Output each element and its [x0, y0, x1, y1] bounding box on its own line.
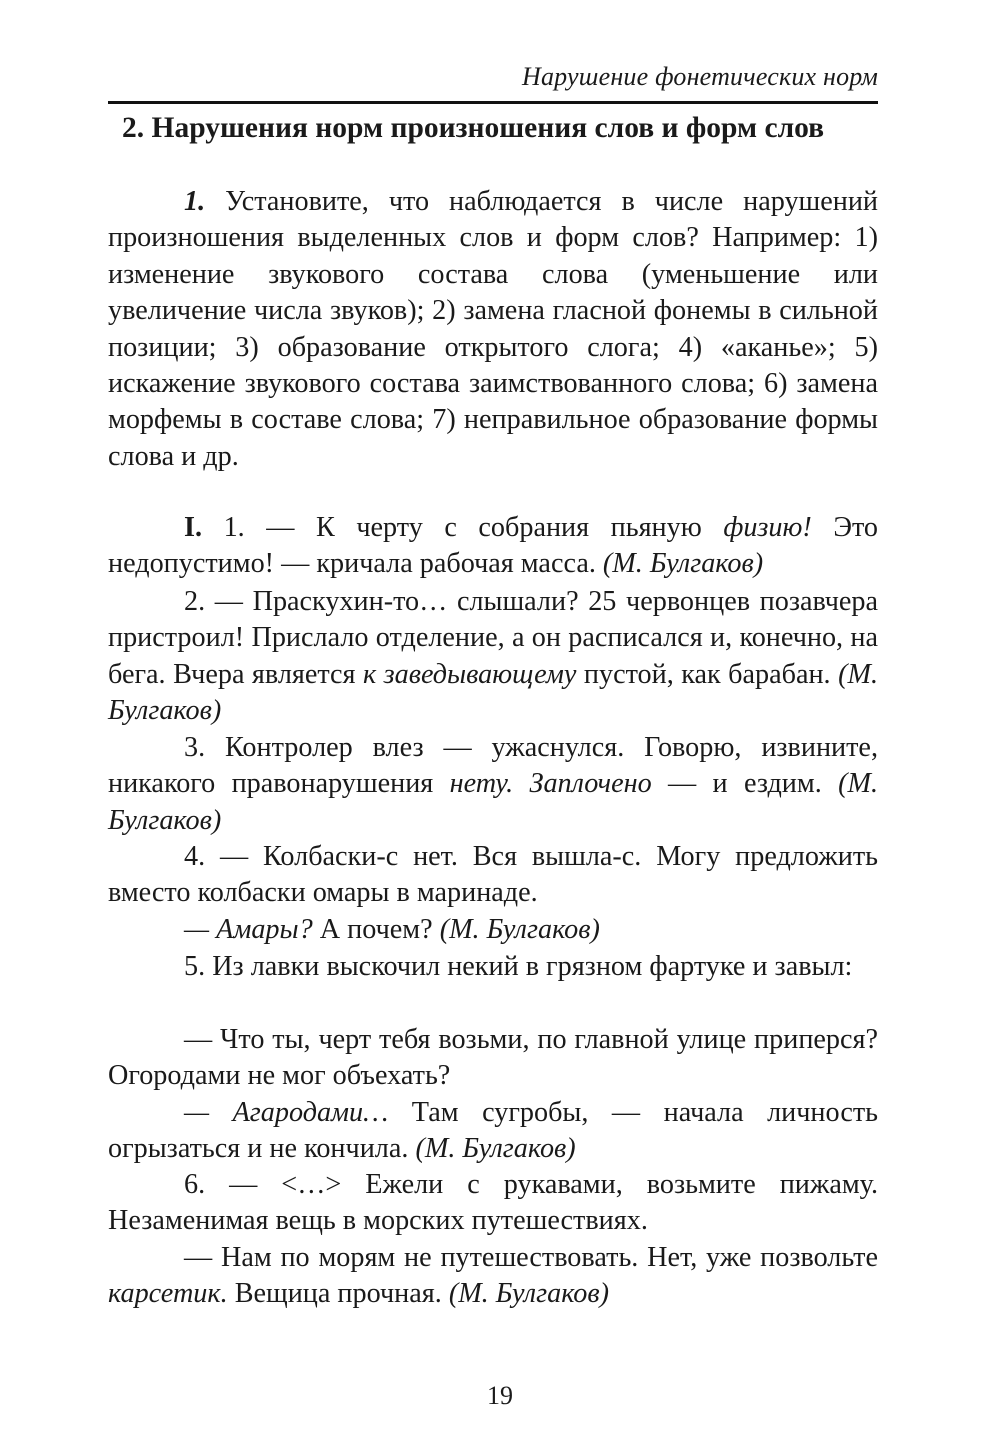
source-attribution: (М. Булгаков) — [439, 914, 600, 945]
section-heading: 2. Нарушения норм произношения слов и форм слов — [122, 112, 825, 144]
example-4 — [108, 839, 878, 912]
example-text: Вещица прочная. — [234, 1278, 442, 1310]
example-6 — [108, 1167, 878, 1240]
example-text: 6. — <…> Ежели с рукавами, возьмите пижаму. Незаменимая вещь в морских путешествиях. — [108, 1169, 878, 1237]
highlighted-word: физию! — [723, 512, 812, 543]
source-attribution: (М. Булгаков) — [602, 548, 764, 580]
example-text: 2. — Праскухин-то… слышали? 25 червонцев позавчера пристроил! Прислало отделение, а он расписался и, конечно, на бега. Вчера является — [108, 586, 878, 690]
highlighted-word: карсетик. — [108, 1278, 228, 1310]
highlighted-word: — Амары? — [184, 914, 313, 945]
header-rule — [108, 101, 878, 104]
source-attribution: (М. Булгаков) — [448, 1278, 610, 1310]
highlighted-word: — Агародами… — [184, 1097, 389, 1128]
task-paragraph — [108, 184, 878, 475]
task-text: Установите, что наблюдается в числе нарушений произношения выделенных слов и форм слов? Например: 1) изменение звукового состава слова (уменьшение или увеличение числа звуков); 2) замена гласной фонемы в сильной позиции; 3) образование открытого слога; 4) «аканье»; 5) искажение звукового состава заимствованного слова; 6) замена морфемы в составе слова; 7) неправильное образование формы слова и др. — [108, 186, 879, 472]
example-text: Там сугробы, — начала личность огрызаться и не кончила. — [108, 1097, 879, 1165]
example-text: — Нам по морям не путешествовать. Нет, уже позвольте — [184, 1242, 878, 1273]
example-6-line-2 — [108, 1240, 878, 1313]
example-1 — [108, 510, 878, 583]
example-text: Это недопустимо! — кричала рабочая масса. — [108, 512, 878, 580]
example-text: пустой, как барабан. — [583, 658, 831, 690]
example-text: 4. — Колбаски-с нет. Вся вышла-с. Могу предложить вместо колбаски омары в маринаде. — [108, 841, 878, 909]
example-text: 5. Из лавки выскочил некий в грязном фартуке и завыл: — [184, 951, 853, 982]
task-number: 1. — [184, 186, 206, 217]
source-attribution: (М. Булгаков) — [108, 768, 879, 836]
source-attribution: (М. Булгаков) — [415, 1133, 576, 1165]
example-text: А почем? — [319, 914, 433, 945]
example-text: 1. — К черту с собрания пьяную — [223, 512, 702, 543]
example-text: — и ездим. — [668, 768, 822, 800]
example-text: — Что ты, черт тебя возьми, по главной улице приперся? Огородами не мог объехать? — [108, 1024, 878, 1092]
example-2 — [108, 584, 878, 730]
example-3 — [108, 730, 878, 839]
section-marker: I. — [184, 512, 203, 543]
example-5-line-3 — [108, 1095, 878, 1168]
example-5 — [108, 949, 878, 985]
example-text: 3. Контролер влез — ужаснулся. Говорю, извините, никакого правонарушения — [108, 732, 878, 800]
running-head: Нарушение фонетических норм — [521, 62, 878, 91]
highlighted-word: нету. Заплочено — [449, 768, 652, 800]
example-4-reply — [108, 912, 878, 948]
source-attribution: (М. Булгаков) — [108, 658, 878, 727]
page-number: 19 — [487, 1381, 513, 1410]
highlighted-word: к заведывающему — [362, 658, 577, 690]
example-5-line-2 — [108, 1022, 878, 1095]
